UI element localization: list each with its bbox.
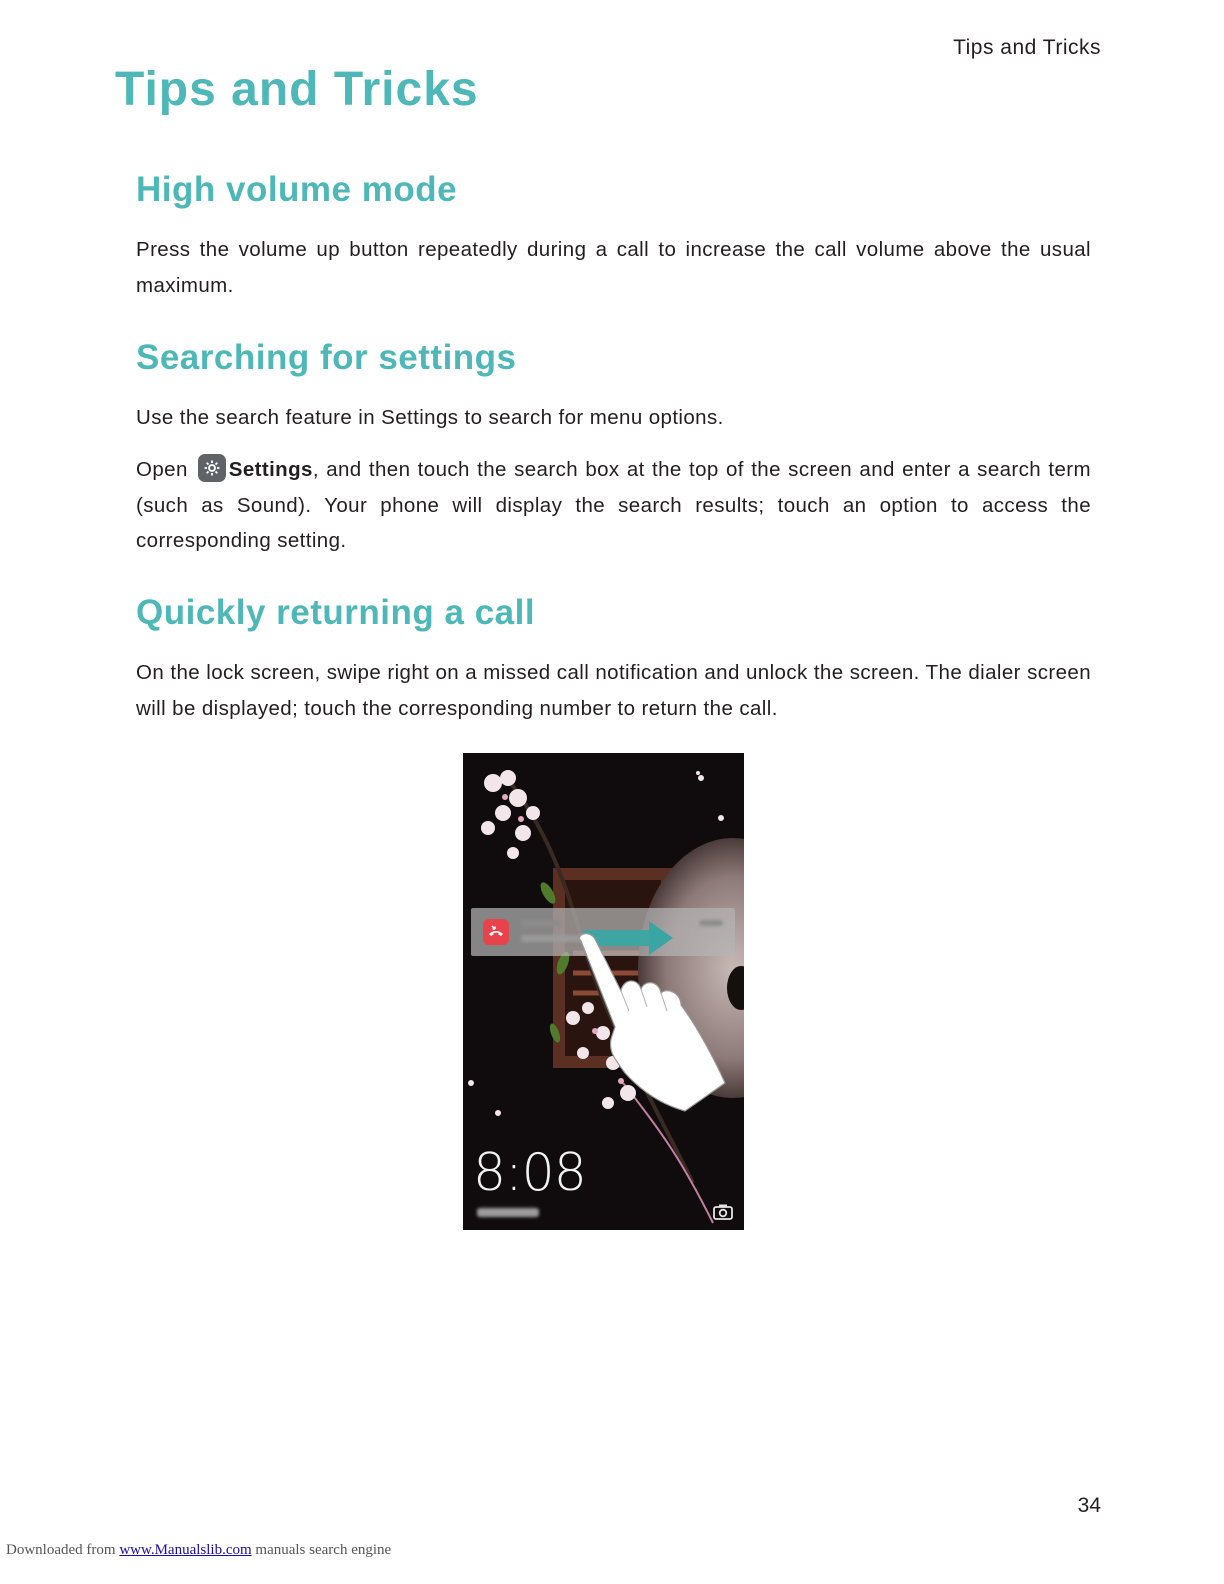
settings-gear-icon <box>198 454 226 482</box>
paragraph-returning-call: On the lock screen, swipe right on a missed call notification and unlock the screen. The dialer screen will be displayed; touch the corresponding number to return the call. <box>136 661 1091 720</box>
footer <box>6 1542 391 1559</box>
paragraph-search-feature: Use the search feature in Settings to search for menu options. <box>136 406 724 429</box>
lock-screen-date-blurred <box>477 1208 539 1217</box>
paragraph-open-settings <box>136 452 1091 559</box>
chapter-title: Tips and Tricks <box>115 63 479 116</box>
section-title-returning-call: Quickly returning a call <box>136 593 536 632</box>
section-title-high-volume: High volume mode <box>136 170 458 209</box>
lock-screen-time: 8:08 <box>473 1143 586 1203</box>
lock-screen-screenshot <box>463 753 744 1230</box>
page-number: 34 <box>1077 1494 1101 1517</box>
manualslib-link[interactable]: www.Manualslib.com <box>119 1542 252 1558</box>
section-title-searching-settings: Searching for settings <box>136 338 517 377</box>
footer-prefix: Downloaded from <box>6 1542 116 1558</box>
footer-suffix: manuals search engine <box>255 1542 392 1558</box>
camera-icon[interactable] <box>713 1204 733 1220</box>
settings-label: Settings <box>228 458 313 481</box>
hand-pointer-icon <box>580 934 725 1111</box>
paragraph-high-volume: Press the volume up button repeatedly during a call to increase the call volume above the usual maximum. <box>136 238 1091 297</box>
swipe-arrow-icon <box>649 921 673 955</box>
running-header: Tips and Tricks <box>953 36 1101 59</box>
open-prefix: Open <box>136 458 188 481</box>
open-suffix: , and then touch the search box at the top of the screen and enter a search term (such as Sound). Your phone will display the search results; touch an option to access the corresponding setting. <box>136 458 1091 552</box>
